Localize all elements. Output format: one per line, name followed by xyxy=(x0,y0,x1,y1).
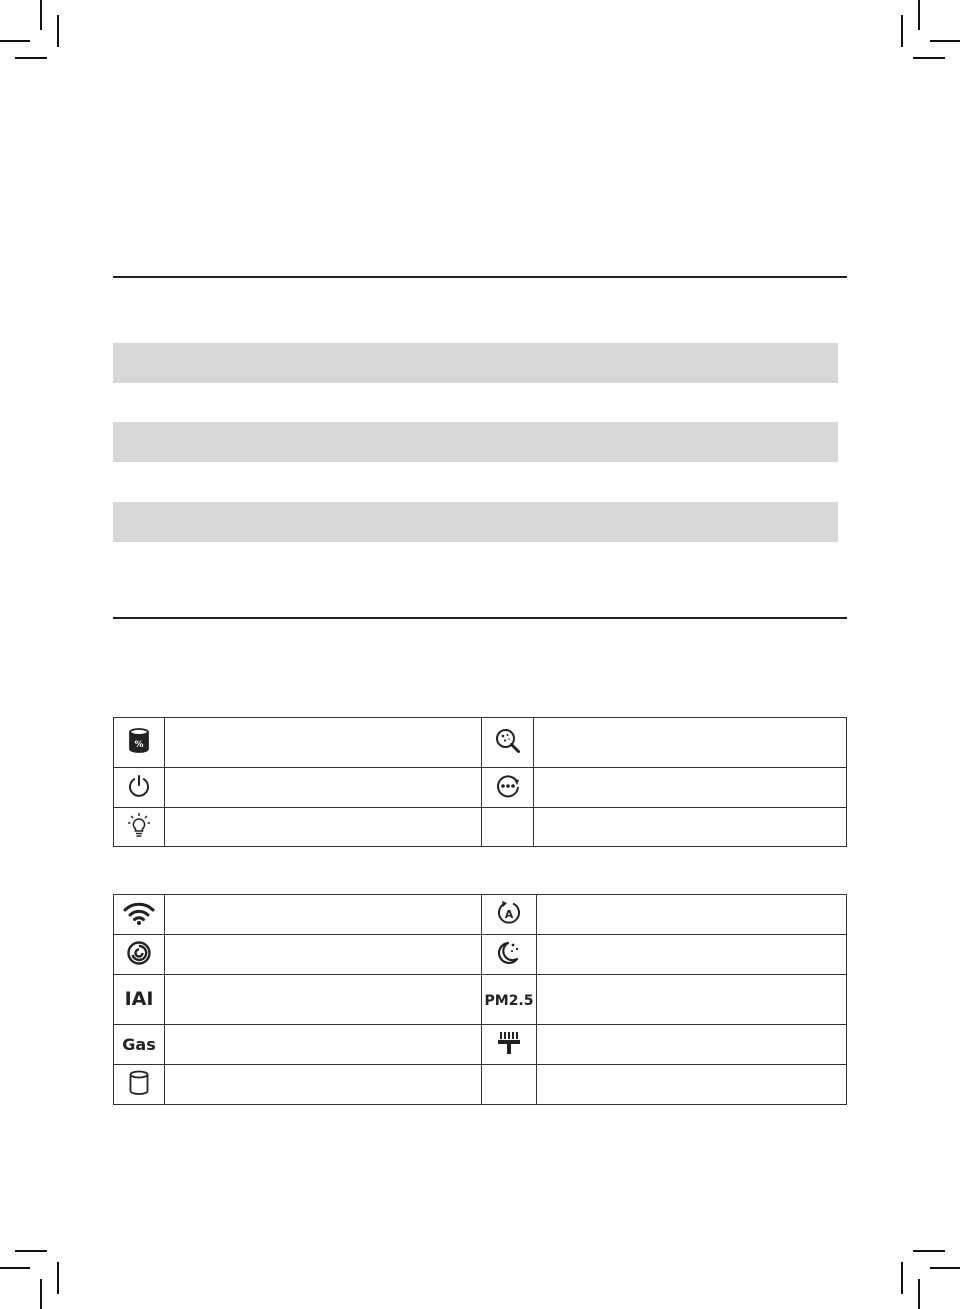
description-cell xyxy=(537,1025,847,1065)
gas-text-icon: Gas xyxy=(122,1035,156,1054)
description-cell xyxy=(537,1065,847,1105)
pre-filter-icon xyxy=(496,1031,522,1055)
icon-cell xyxy=(114,808,165,847)
auto-mode-icon xyxy=(496,900,522,926)
table-row xyxy=(114,768,847,808)
shaded-band-2 xyxy=(113,422,838,462)
description-cell xyxy=(534,718,847,768)
status-icon-table xyxy=(113,894,847,1105)
control-panel-table xyxy=(113,717,847,847)
description-cell xyxy=(537,895,847,935)
icon-cell xyxy=(482,895,537,935)
icon-cell xyxy=(482,935,537,975)
shaded-band-3 xyxy=(113,502,838,542)
icon-cell xyxy=(114,1025,165,1065)
icon-cell xyxy=(114,935,165,975)
section-rule-top xyxy=(113,276,847,278)
table-row xyxy=(114,975,847,1025)
table-row xyxy=(114,1065,847,1105)
table-row xyxy=(114,935,847,975)
description-cell xyxy=(537,975,847,1025)
icon-cell xyxy=(114,718,165,768)
icon-cell xyxy=(482,718,534,768)
icon-cell xyxy=(482,975,537,1025)
filter-cylinder-icon xyxy=(128,1070,150,1096)
description-cell xyxy=(165,975,482,1025)
description-cell xyxy=(165,895,482,935)
wifi-icon xyxy=(123,901,155,925)
light-bulb-icon xyxy=(127,812,151,838)
description-cell xyxy=(165,808,482,847)
table-row xyxy=(114,1025,847,1065)
icon-cell xyxy=(114,975,165,1025)
description-cell xyxy=(165,935,482,975)
description-cell xyxy=(165,718,482,768)
svg-text:A: A xyxy=(504,907,514,921)
sleep-moon-icon xyxy=(496,940,522,966)
description-cell xyxy=(165,1065,482,1105)
description-cell xyxy=(537,935,847,975)
icon-cell xyxy=(482,808,534,847)
description-cell xyxy=(534,808,847,847)
table-row xyxy=(114,718,847,768)
power-icon xyxy=(127,774,151,798)
pm25-text-icon: PM2.5 xyxy=(484,993,534,1009)
description-cell xyxy=(165,768,482,808)
icon-cell xyxy=(482,1025,537,1065)
icon-cell xyxy=(114,895,165,935)
shaded-band-1 xyxy=(113,343,838,383)
svg-text:%: % xyxy=(134,739,144,750)
description-cell xyxy=(165,1025,482,1065)
icon-cell xyxy=(482,768,534,808)
description-cell xyxy=(534,768,847,808)
icon-cell xyxy=(482,1065,537,1105)
magnifier-dust-icon xyxy=(495,728,521,754)
icon-cell xyxy=(114,768,165,808)
fan-cycle-icon xyxy=(495,773,521,799)
table-row xyxy=(114,808,847,847)
icon-cell xyxy=(114,1065,165,1105)
section-rule-bottom xyxy=(113,617,847,619)
iai-text-icon: IAI xyxy=(124,988,154,1010)
filter-percent-icon xyxy=(128,728,150,754)
fan-swirl-icon xyxy=(126,940,152,966)
table-row xyxy=(114,895,847,935)
